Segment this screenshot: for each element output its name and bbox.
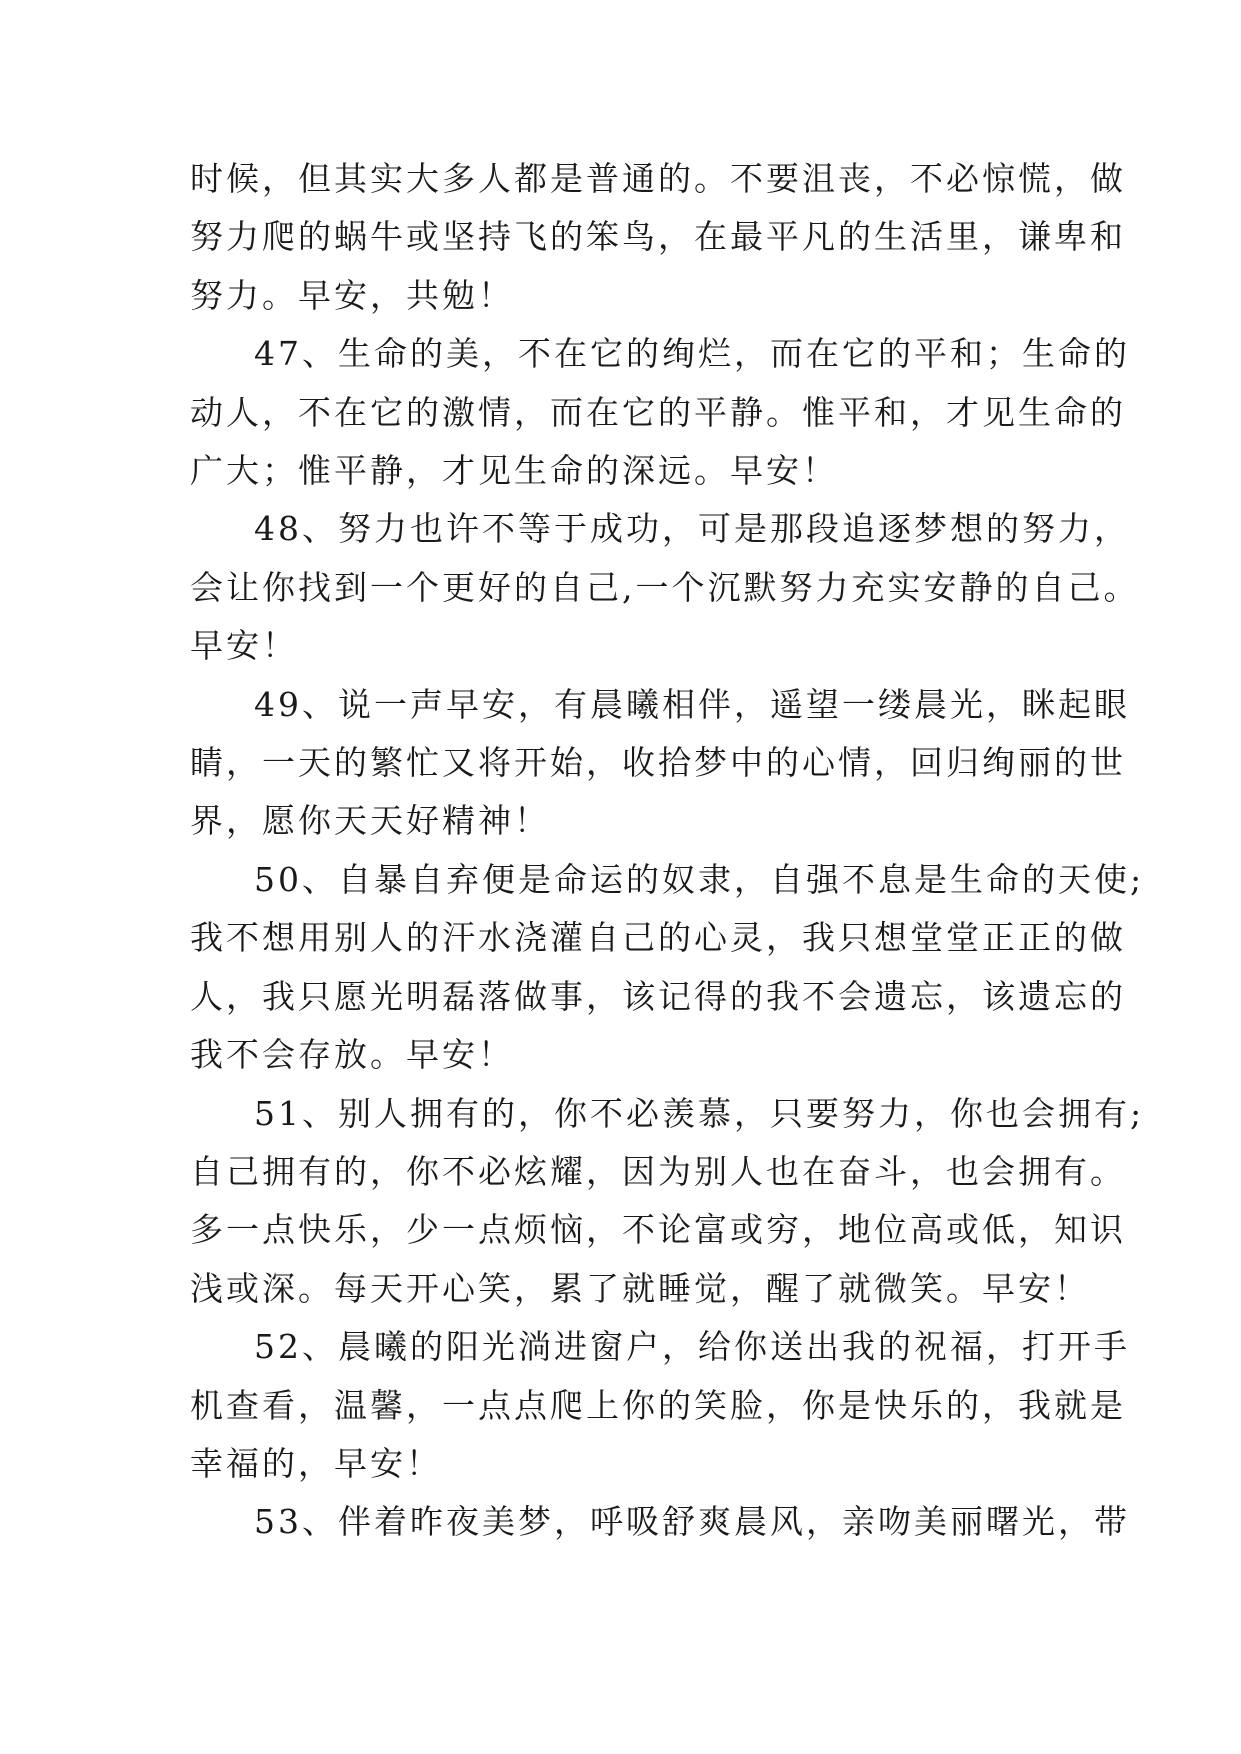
paragraph-47 [190,325,1130,500]
text-line: 53、伴着昨夜美梦，呼吸舒爽晨风，亲吻美丽曙光，带 [254,1502,1130,1542]
text-line: 我不会存放。早安！ [190,1035,514,1075]
text-line: 早安！ [190,626,298,666]
text-line: 51、别人拥有的，你不必羡慕，只要努力，你也会拥有; [254,1093,1145,1133]
text-line: 48、努力也许不等于成功，可是那段追逐梦想的努力， [254,509,1130,549]
document-body [190,150,1145,1552]
text-line: 睛，一天的繁忙又将开始，收拾梦中的心情，回归绚丽的世 [190,743,1126,783]
text-line: 49、说一声早安，有晨曦相伴，遥望一缕晨光，眯起眼 [254,684,1130,724]
text-line: 机查看，温馨，一点点爬上你的笑脸，你是快乐的，我就是 [190,1385,1126,1425]
text-line: 人，我只愿光明磊落做事，该记得的我不会遗忘，该遗忘的 [190,976,1126,1016]
text-line: 我不想用别人的汗水浇灌自己的心灵，我只想堂堂正正的做 [190,918,1126,958]
paragraph-50 [190,851,1145,1085]
text-line: 50、自暴自弃便是命运的奴隶，自强不息是生命的天使; [254,859,1145,899]
paragraph-46-continued [190,150,1126,325]
text-line: 动人，不在它的激情，而在它的平静。惟平和，才见生命的 [190,392,1126,432]
text-line: 努力。早安，共勉！ [190,275,514,315]
text-line: 浅或深。每天开心笑，累了就睡觉，醒了就微笑。早安！ [190,1268,1090,1308]
paragraph-49 [190,676,1130,851]
text-line: 时候，但其实大多人都是普通的。不要沮丧，不必惊慌，做 [190,159,1126,198]
text-line: 自己拥有的，你不必炫耀，因为别人也在奋斗，也会拥有。 [190,1151,1126,1191]
paragraph-52 [190,1318,1130,1493]
text-line: 界，愿你天天好精神！ [190,801,550,841]
paragraph-51 [190,1085,1145,1319]
text-line: 努力爬的蜗牛或坚持飞的笨鸟，在最平凡的生活里，谦卑和 [190,217,1126,257]
text-line: 广大；惟平静，才见生命的深远。早安！ [190,451,838,491]
paragraph-48 [190,500,1140,675]
paragraph-53 [190,1493,1130,1551]
text-line: 多一点快乐，少一点烦恼，不论富或穷，地位高或低，知识 [190,1210,1126,1250]
text-line: 会让你找到一个更好的自己,一个沉默努力充实安静的自己。 [190,567,1140,607]
text-line: 52、晨曦的阳光淌进窗户，给你送出我的祝福，打开手 [254,1327,1130,1367]
text-line: 47、生命的美，不在它的绚烂，而在它的平和；生命的 [254,334,1130,374]
text-line: 幸福的，早安！ [190,1443,442,1483]
